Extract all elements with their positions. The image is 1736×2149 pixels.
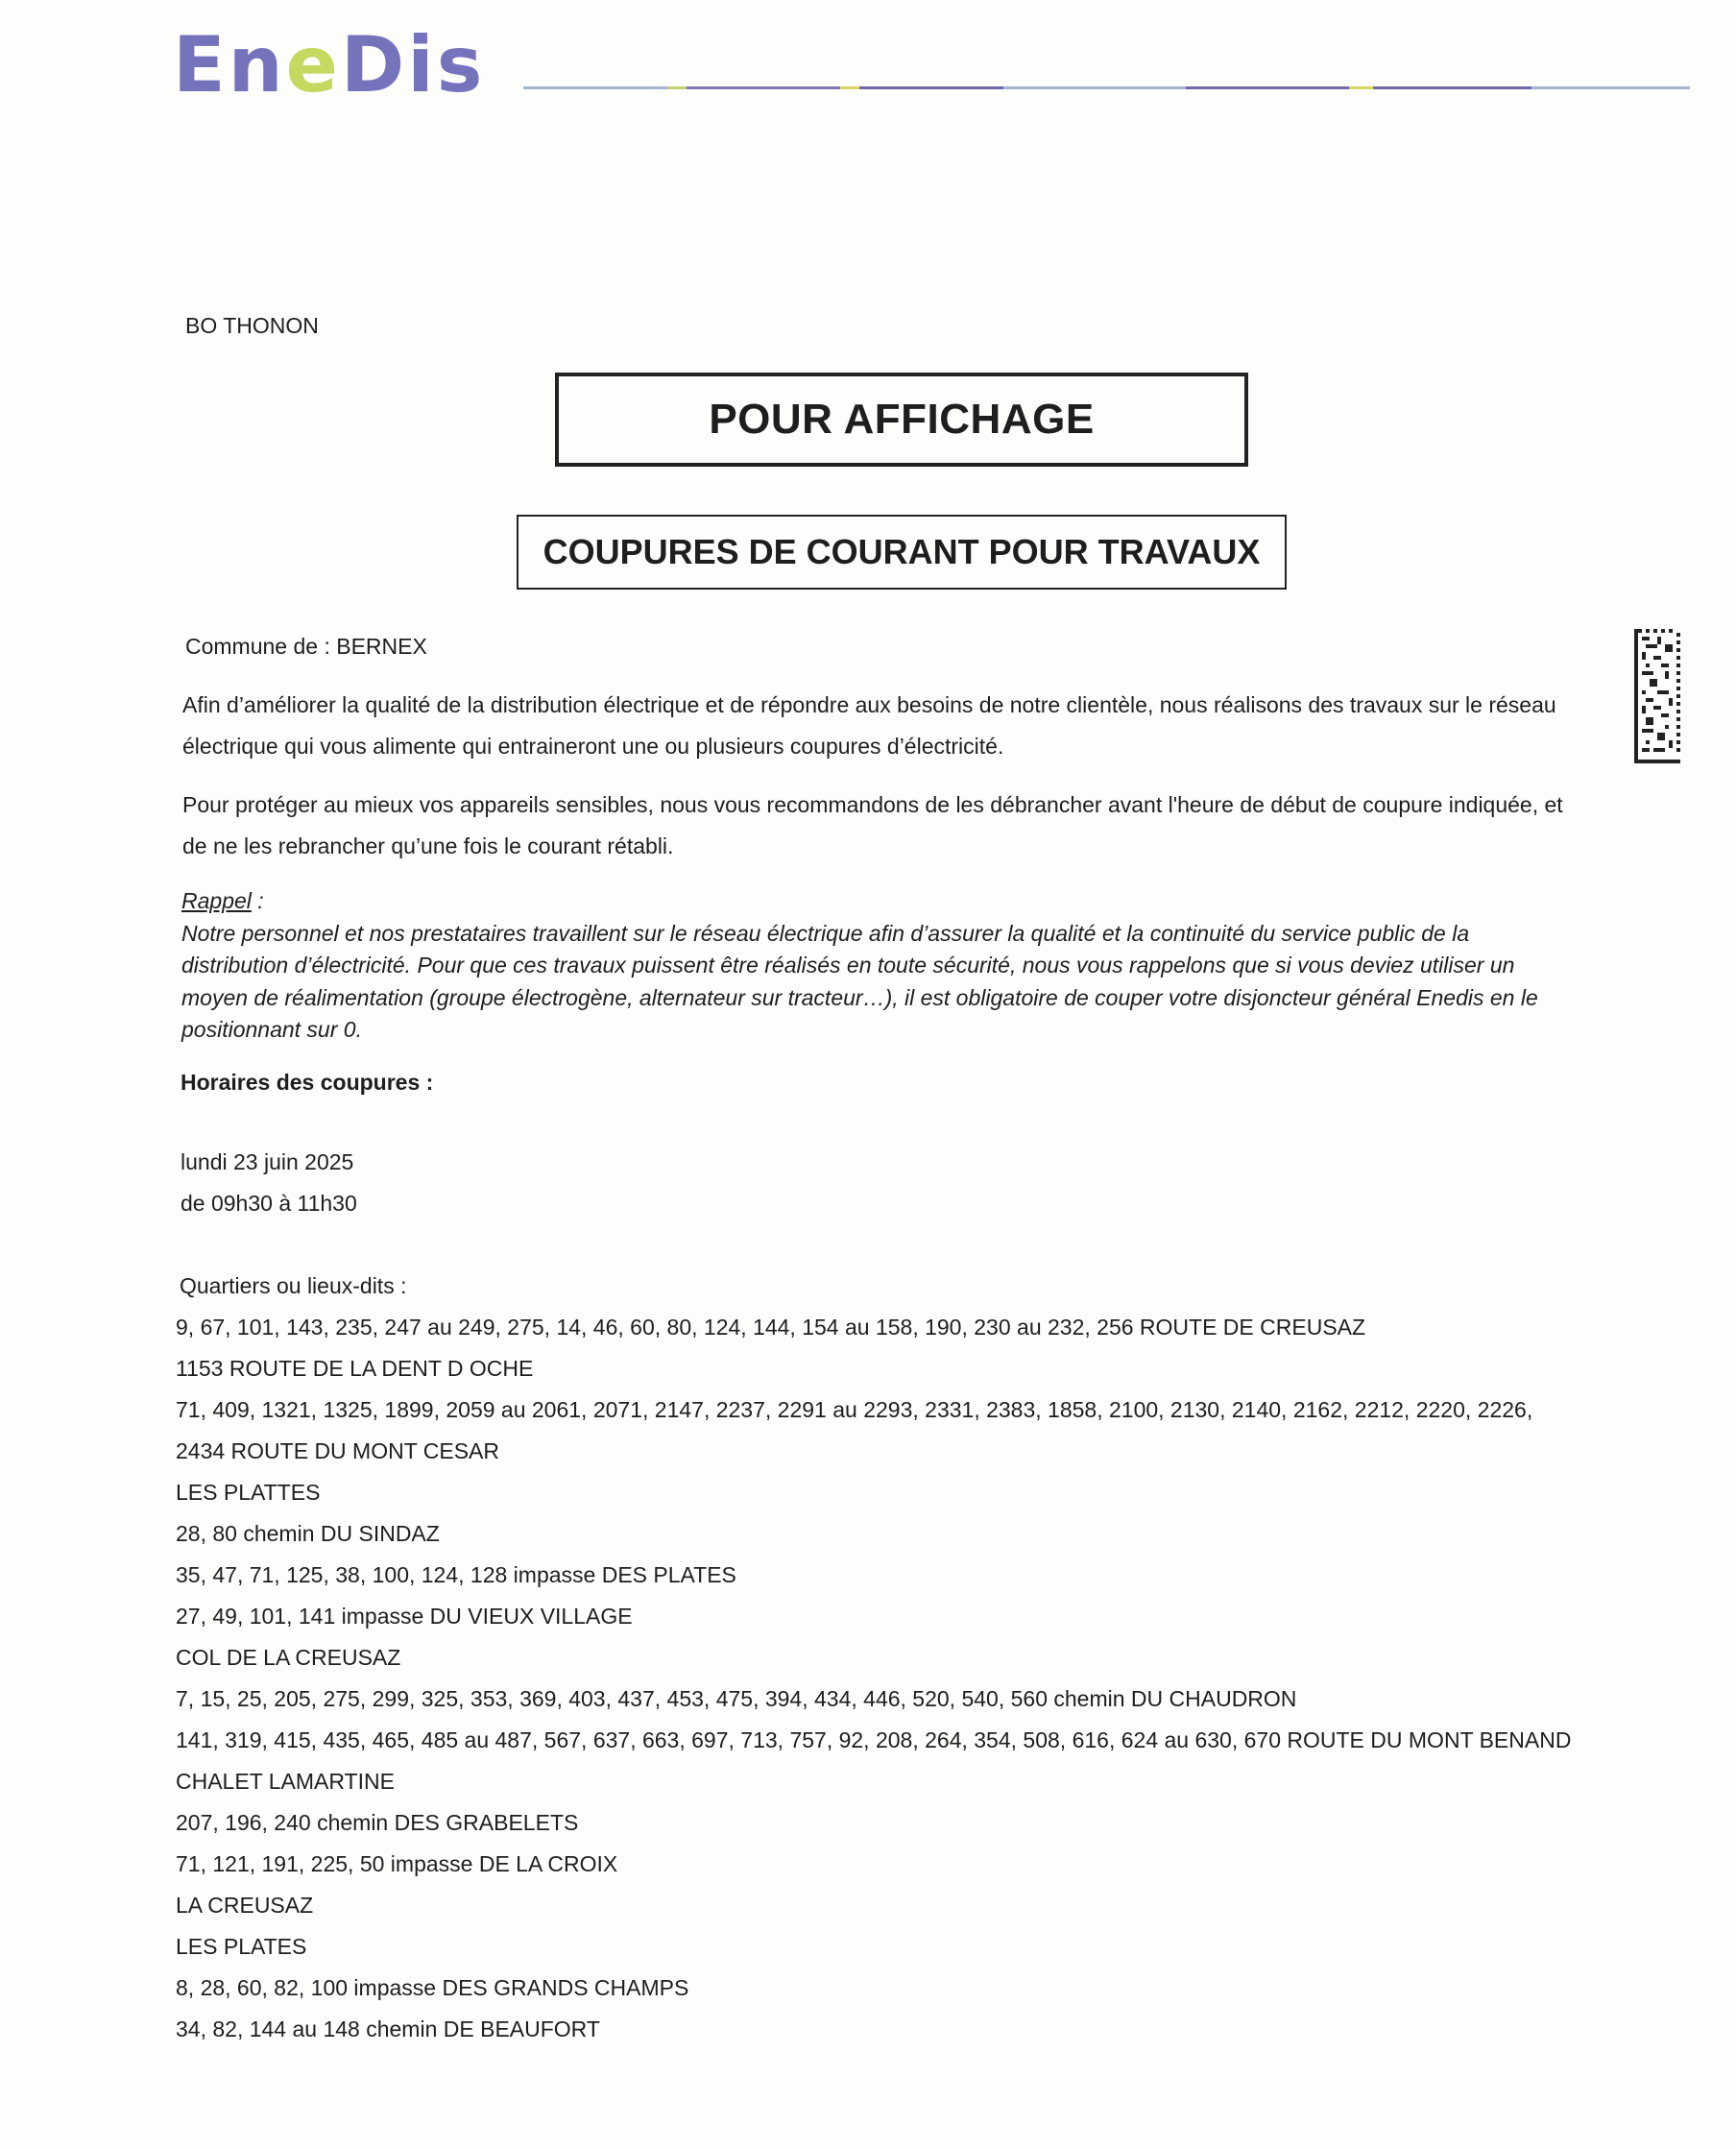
commune-line: Commune de : BERNEX bbox=[185, 634, 427, 659]
advice-paragraph: Pour protéger au mieux vos appareils sensibles, nous vous recommandons de les débrancher avant l'heure de début de coupure indiquée, et de ne les rebrancher qu’une fois le courant rétabli. bbox=[182, 792, 1563, 858]
list-item: LA CREUSAZ bbox=[176, 1893, 314, 1918]
list-item: 207, 196, 240 chemin DES GRABELETS bbox=[176, 1810, 579, 1835]
reminder-label: Rappel bbox=[181, 888, 252, 913]
datamatrix-code bbox=[1634, 629, 1680, 763]
intro-paragraph: Afin d’améliorer la qualité de la distribution électrique et de répondre aux besoins de notre clientèle, nous réalisons des travaux sur le réseau électrique qui vous alimente qui entraineront une ou plusieurs coupures d’électricité. bbox=[182, 692, 1556, 759]
list-item: 28, 80 chemin DU SINDAZ bbox=[176, 1521, 440, 1546]
list-item: 71, 409, 1321, 1325, 1899, 2059 au 2061, 2071, 2147, 2237, 2291 au 2293, 2331, 2383, 1858, 2100, 2130, 2140, 2162, 2212, 2220, 2226, 2434 ROUTE DU MONT CESAR bbox=[176, 1397, 1533, 1463]
list-item: 34, 82, 144 au 148 chemin DE BEAUFORT bbox=[176, 2016, 600, 2041]
notice-title-box bbox=[555, 373, 1248, 467]
list-item: CHALET LAMARTINE bbox=[176, 1769, 395, 1794]
list-item: 7, 15, 25, 205, 275, 299, 325, 353, 369, 403, 437, 453, 475, 394, 434, 446, 520, 540, 560 chemin DU CHAUDRON bbox=[176, 1686, 1297, 1711]
list-item: COL DE LA CREUSAZ bbox=[176, 1645, 401, 1670]
notice-title: POUR AFFICHAGE bbox=[709, 396, 1095, 443]
list-item: 71, 121, 191, 225, 50 impasse DE LA CROIX bbox=[176, 1851, 618, 1876]
list-item: 1153 ROUTE DE LA DENT D OCHE bbox=[176, 1356, 534, 1381]
places-list bbox=[176, 1307, 1587, 2050]
list-item: 35, 47, 71, 125, 38, 100, 124, 128 impasse DES PLATES bbox=[176, 1562, 736, 1587]
places-title: Quartiers ou lieux-dits : bbox=[180, 1273, 407, 1298]
reminder-text: Notre personnel et nos prestataires travaillent sur le réseau électrique afin d’assurer la qualité et la continuité du service public de la distribution d’électricité. Pour que ces travaux puissent être réalisés en toute sécurité, nous vous rappelons que si vous deviez utiliser un moyen de réalimentation (groupe électrogène, alternateur sur tracteur…), il est obligatoire de couper votre disjoncteur général Enedis en le positionnant sur 0. bbox=[181, 920, 1538, 1042]
list-item: LES PLATES bbox=[176, 1934, 307, 1959]
outage-date: lundi 23 juin 2025 bbox=[181, 1149, 354, 1174]
notice-subtitle: COUPURES DE COURANT POUR TRAVAUX bbox=[542, 532, 1261, 571]
outage-time: de 09h30 à 11h30 bbox=[181, 1191, 357, 1216]
schedule-title: Horaires des coupures : bbox=[181, 1070, 434, 1095]
agency-name: BO THONON bbox=[185, 313, 319, 338]
reminder-colon: : bbox=[251, 888, 264, 913]
list-item: 141, 319, 415, 435, 465, 485 au 487, 567, 637, 663, 697, 713, 757, 92, 208, 264, 354, 508, 616, 624 au 630, 670 ROUTE DU MONT BENAND bbox=[176, 1727, 1572, 1752]
reminder-block bbox=[181, 885, 1564, 1047]
list-item: LES PLATTES bbox=[176, 1480, 321, 1505]
header-divider bbox=[523, 86, 1690, 89]
list-item: 27, 49, 101, 141 impasse DU VIEUX VILLAGE bbox=[176, 1604, 633, 1629]
enedis-logo: EneDis bbox=[173, 20, 486, 109]
list-item: 9, 67, 101, 143, 235, 247 au 249, 275, 14, 46, 60, 80, 124, 144, 154 au 158, 190, 230 au 232, 256 ROUTE DE CREUSAZ bbox=[176, 1315, 1366, 1340]
list-item: 8, 28, 60, 82, 100 impasse DES GRANDS CHAMPS bbox=[176, 1975, 689, 2000]
notice-subtitle-box bbox=[517, 515, 1287, 590]
